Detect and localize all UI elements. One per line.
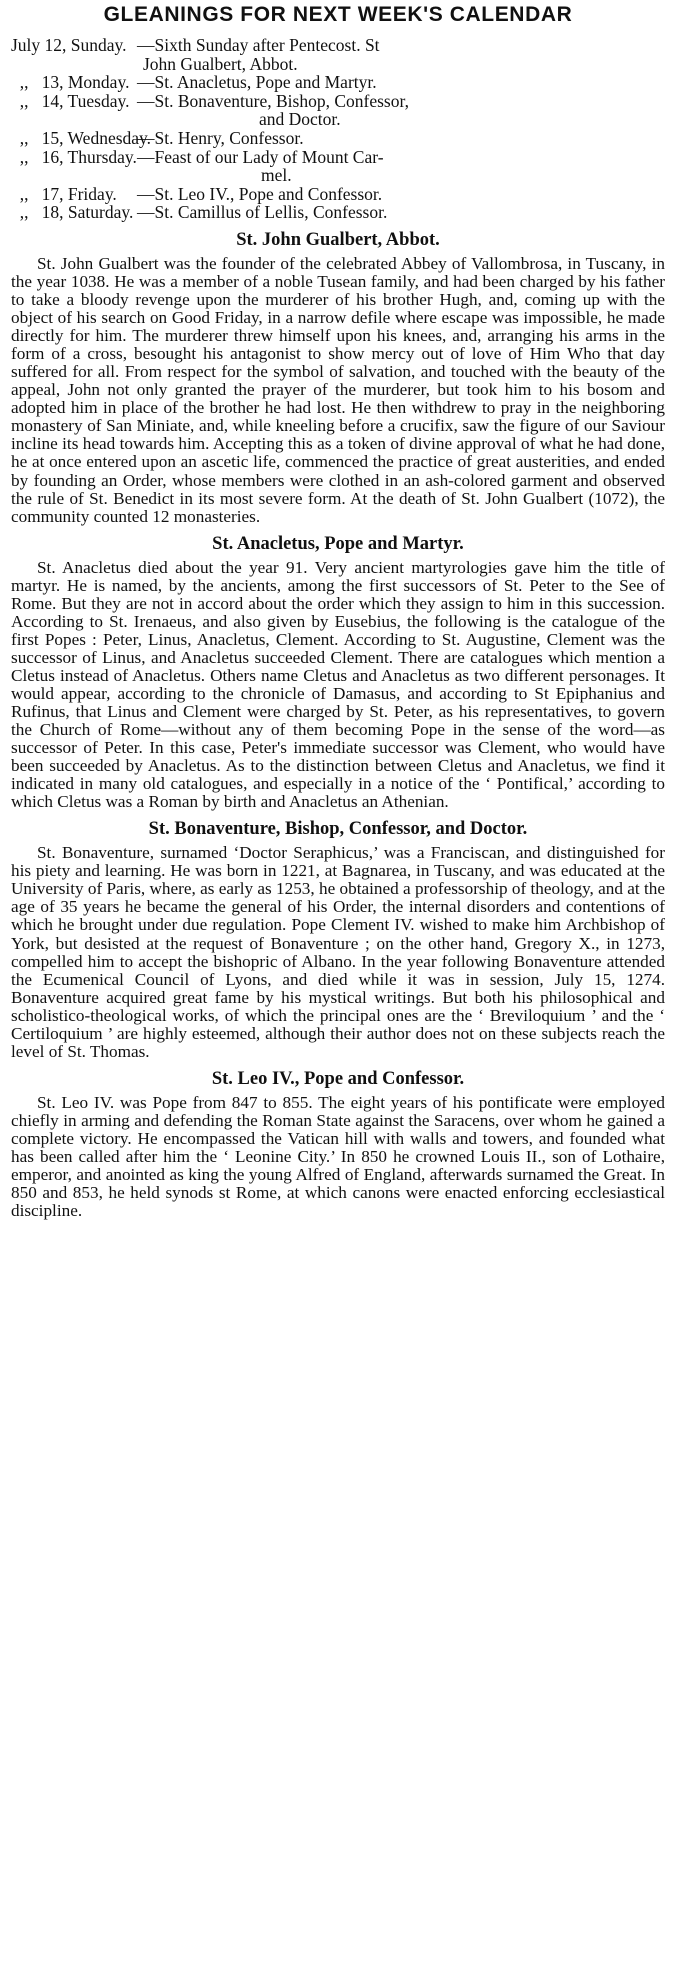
- article-title: St. Bonaventure, Bishop, Confessor, and Doctor.: [148, 819, 528, 840]
- calendar-entry: [11, 73, 665, 92]
- article-body: St. Bonaventure, surnamed ‘Doctor Seraphicus,’ was a Franciscan, and distinguished for his piety and learning. He was born in 1221, at Bagnarea, in Tuscany, and was educated at the University of Paris, where, as early as 1253, he obtained a professorship of theology, and at the age of 35 years he became the general of his Order, the internal disorders and contentions of which he brought under due regulation. Pope Clement IV. wished to make him Archbishop of York, but desisted at the request of Bonaventure ; on the other hand, Gregory X., in 1273, compelled him to accept the bishopric of Albano. In the year following Bonaventure attended the Ecumenical Council of Lyons, and died while it was in session, July 15, 1274. Bonaventure acquired great fame by his mystical writings. But both his philosophical and scholistico-theological works, of which the principal ones are the ‘ Breviloquium ’ and the ‘ Certiloquium ’ are highly esteemed, although their author does not on these subjects reach the level of St. Thomas.: [11, 843, 665, 1061]
- article-title: St. Leo IV., Pope and Confessor.: [211, 1068, 465, 1089]
- calendar-text: —St. Bonaventure, Bishop, Confessor,: [137, 90, 409, 111]
- article-title: St. John Gualbert, Abbot.: [236, 229, 440, 250]
- saint-article: [11, 533, 665, 812]
- calendar-text: —St. Henry, Confessor.: [137, 127, 304, 148]
- calendar-continuation: John Gualbert, Abbot.: [143, 53, 298, 74]
- calendar-date: ,, 15, Wednesday.: [11, 127, 152, 148]
- saint-article: [11, 229, 665, 526]
- article-body: St. Leo IV. was Pope from 847 to 855. The eight years of his pontificate were employed chiefly in arming and defending the Roman State against the Saracens, over whom he gained a complete victory. He encompassed the Vatican hill with walls and towers, and founded what has been called after him the ‘ Leonine City.’ In 850 he crowned Louis II., son of Lothaire, emperor, and anointed as king the young Alfred of England, afterwards surnamed the Great. In 850 and 853, he held synods st Rome, at which canons were enacted enforcing ecclesiastical discipline.: [11, 1092, 665, 1221]
- calendar-date: ,, 18, Saturday.: [11, 202, 134, 223]
- article-body: St. Anacletus died about the year 91. Very ancient martyrologies gave him the title of martyr. He is named, by the ancients, among the first successors of St. Peter to the See of Rome. But they are not in accord about the order which they assign to him in this succession. According to St. Irenaeus, and also given by Eusebius, the following is the catalogue of the first Popes : Peter, Linus, Anacletus, Clement. According to St. Augustine, Clement was the successor of Linus, and Anacletus succeeded Clement. There are catalogues which mention a Cletus instead of Anacletus. Others name Cletus and Anacletus as two different personages. It would appear, according to the chronicle of Damasus, and according to St Epiphanius and Rufinus, that Linus and Clement were charged by St. Peter, as his representatives, to govern the Church of Rome—without any of them becoming Pope in the sense of the word—as successor of Peter. In this case, Peter's immediate successor was Clement, who would have been succeeded by Anacletus. As to the distinction between Cletus and Anacletus, we find it indicated in many old catalogues, and especially in a notice of the ‘ Pontifical,’ according to which Cletus was a Roman by birth and Anacletus an Athenian.: [11, 557, 665, 812]
- calendar-list: [11, 36, 665, 222]
- calendar-entry: [11, 36, 665, 73]
- calendar-text: —Feast of our Lady of Mount Car-: [137, 146, 384, 167]
- calendar-entry: [11, 129, 665, 148]
- calendar-text: —Sixth Sunday after Pentecost. St: [137, 35, 380, 55]
- calendar-continuation: mel.: [261, 165, 292, 186]
- calendar-entry: [11, 203, 665, 222]
- calendar-text: —St. Camillus of Lellis, Confessor.: [137, 202, 388, 223]
- calendar-date: ,, 13, Monday.: [11, 72, 130, 93]
- calendar-entry: [11, 92, 665, 129]
- calendar-headline: GLEANINGS FOR NEXT WEEK'S CALENDAR: [103, 3, 573, 26]
- saint-article: [11, 1068, 665, 1220]
- saint-article: [11, 818, 665, 1061]
- calendar-entry: [11, 185, 665, 204]
- calendar-text: —St. Leo IV., Pope and Confessor.: [137, 183, 383, 204]
- article-title: St. Anacletus, Pope and Martyr.: [212, 533, 464, 554]
- calendar-date: ,, 14, Tuesday.: [11, 90, 130, 111]
- calendar-date: July 12, Sunday.: [11, 35, 127, 55]
- calendar-date: ,, 16, Thursday.: [11, 146, 137, 167]
- calendar-entry: [11, 148, 665, 185]
- calendar-text: —St. Anacletus, Pope and Martyr.: [137, 72, 377, 93]
- calendar-continuation: and Doctor.: [259, 109, 341, 130]
- calendar-date: ,, 17, Friday.: [11, 183, 117, 204]
- article-body: St. John Gualbert was the founder of the celebrated Abbey of Vallombrosa, in Tuscany, in the year 1038. He was a member of a noble Tusean family, and had been charged by his father to take a bloody revenge upon the murderer of his brother Hugh, and, coming up with the object of his search on Good Friday, in a narrow defile where escape was impossible, he made directly for him. The murderer threw himself upon his knees, and, arranging his arms in the form of a cross, besought his antagonist to show mercy out of love of Him Who that day suffered for all. From respect for the symbol of salvation, and touched with the beauty of the appeal, John not only granted the prayer of the murderer, but took him to his bosom and adopted him in place of the brother he had lost. He then withdrew to pray in the neighboring monastery of San Miniate, and, while kneeling before a crucifix, saw the figure of our Saviour incline its head towards him. Accepting this as a token of divine approval of what he had done, he at once entered upon an ascetic life, commenced the practice of great austerities, and ended by founding an Order, whose members were clothed in an ash-colored garment and observed the rule of St. Benedict in its most severe form. At the death of St. John Gualbert (1072), the community counted 12 monasteries.: [11, 253, 665, 526]
